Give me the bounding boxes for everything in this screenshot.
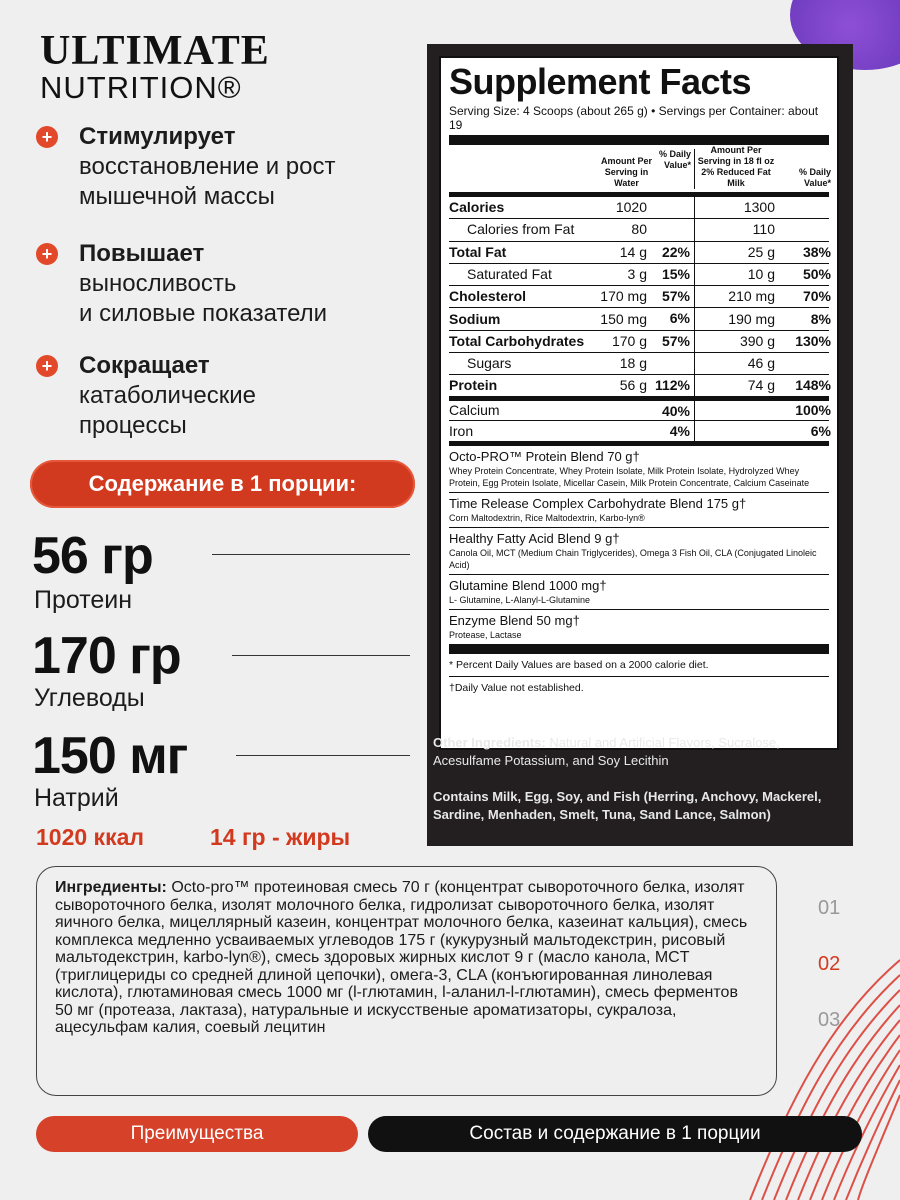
- blend-title: Time Release Complex Carbohydrate Blend 175 g†: [449, 496, 747, 512]
- blend-desc: Whey Protein Concentrate, Whey Protein Isolate, Milk Protein Isolate, Hydrolyzed Whey Protein, Egg Protein Isolate, Micellar Casein, Milk Protein Concentrate, Calcium Caseinate: [449, 466, 810, 489]
- head-dv-milk: % Daily Value*: [798, 167, 831, 188]
- stat-divider: [236, 755, 410, 756]
- facts-row: Calories 1020 1300: [449, 197, 829, 219]
- facts-note: * Percent Daily Values are based on a 2000 calorie diet.: [449, 654, 829, 677]
- benefit-title: Стимулирует: [79, 123, 236, 150]
- stat-value-protein: 56 гр: [32, 527, 153, 585]
- plus-icon: +: [36, 243, 58, 265]
- fat-value: 14 гр - жиры: [210, 824, 351, 850]
- facts-header: [449, 145, 829, 197]
- facts-row: Sodium 150 mg 6% 190 mg 8%: [449, 308, 829, 330]
- blend-desc: L- Glutamine, L-Alanyl-L-Glutamine: [449, 595, 591, 606]
- portion-heading: Содержание в 1 порции:: [30, 460, 415, 508]
- blend-title: Healthy Fatty Acid Blend 9 g†: [449, 531, 620, 547]
- stat-label-protein: Протеин: [34, 586, 133, 614]
- blend-desc: Corn Maltodextrin, Rice Maltodextrin, Karbo-lyn®: [449, 513, 645, 524]
- benefit-text: выносливость: [79, 270, 237, 297]
- benefit-text: восстановление и рост: [79, 153, 336, 180]
- stat-value-sodium: 150 мг: [32, 727, 188, 785]
- facts-row: Calcium 40% 100%: [449, 402, 831, 420]
- blend-section: [449, 610, 829, 654]
- page-indicator-03[interactable]: 03: [818, 1009, 841, 1031]
- blend-desc: Canola Oil, MCT (Medium Chain Triglycerides), Omega 3 Fish Oil, CLA (Conjugated Linoleic Acid): [449, 548, 817, 571]
- calories-value: 1020 ккал: [36, 824, 144, 850]
- stat-label-carbs: Углеводы: [34, 684, 145, 712]
- facts-title: Supplement Facts: [449, 61, 752, 102]
- plus-icon: +: [36, 126, 58, 148]
- blend-title: Octo-PRO™ Protein Blend 70 g†: [449, 449, 640, 465]
- plus-icon: +: [36, 355, 58, 377]
- benefit-item: [36, 122, 426, 212]
- head-amount-milk: Amount Per Serving in 18 fl oz 2% Reduced Fat Milk: [697, 145, 775, 188]
- brand-logo: [40, 30, 270, 103]
- benefit-item: [36, 351, 426, 441]
- blend-title: Glutamine Blend 1000 mg†: [449, 578, 607, 594]
- facts-row: Sugars 18 g 46 g: [449, 353, 829, 375]
- benefit-title: Повышает: [79, 240, 205, 267]
- facts-row: Cholesterol 170 mg 57% 210 mg 70%: [449, 286, 829, 308]
- benefit-text: и силовые показатели: [79, 300, 328, 327]
- supplement-facts-label: [439, 56, 839, 750]
- blend-section: [449, 528, 829, 575]
- benefit-title: Сокращает: [79, 352, 210, 379]
- page-indicator-01[interactable]: 01: [818, 897, 841, 919]
- allergen-text: Contains Milk, Egg, Soy, and Fish (Herring, Anchovy, Mackerel, Sardine, Menhaden, Smelt, Tuna, Sand Lance, Salmon): [433, 789, 822, 822]
- blend-section: [449, 575, 829, 610]
- other-text: Natural and Artificial Flavors, Sucralose, Acesulfame Potassium, and Soy Lecithin: [433, 735, 780, 768]
- ingredients-text: Octo-pro™ протеиновая смесь 70 г (концентрат сывороточного белка, изолят сывороточного белка, изолят молочного белка, гидролизат сывороточного белка, изолят яичного белка, мицеллярный казеин, концентрат молочного белка, казеинат кальция), смесь комплекса медленно усваиваемых углеводов 175 г (кукурузный мальтодекстрин, рисовый мальтодекстрин, karbo-lyn®), смесь здоровых жирных кислот 9 г (масло канола, MCT (триглицериды со средней длиной цепочки), омега-3, CLA (конъюгированная линолевая кислота), глютаминовая смесь 1000 мг (l-глютамин, l-аланил-l-глютамин), смесь ферментов 50 мг (протеаза, лактаза), натуральные и искусственые ароматизаторы, сукралоза, ацесульфам калия, соевый лецитин: [55, 879, 748, 1036]
- facts-serving: Serving Size: 4 Scoops (about 265 g) • Servings per Container: about 19: [449, 102, 829, 145]
- ingredients-label: Ингредиенты:: [55, 879, 167, 896]
- head-amount-water: Amount Per Serving in Water: [600, 156, 652, 188]
- other-label: Other Ingredients:: [433, 735, 546, 750]
- benefit-text: мышечной массы: [79, 183, 275, 210]
- facts-note: †Daily Value not established.: [449, 682, 584, 695]
- facts-row: Saturated Fat 3 g 15% 10 g 50%: [449, 264, 829, 286]
- brand-line2: NUTRITION®: [40, 70, 242, 105]
- benefit-item: [36, 239, 426, 329]
- facts-row: Total Fat 14 g 22% 25 g 38%: [449, 242, 829, 264]
- blend-section: [449, 493, 829, 528]
- facts-row: Iron 4% 6%: [449, 422, 831, 440]
- blend-section: [449, 441, 829, 493]
- stat-divider: [212, 554, 410, 555]
- supplement-facts-panel: [427, 44, 853, 846]
- benefits-tab-button[interactable]: Преимущества: [36, 1116, 358, 1152]
- stat-divider: [232, 655, 410, 656]
- composition-tab-button[interactable]: Состав и содержание в 1 порции: [368, 1116, 862, 1152]
- stat-label-sodium: Натрий: [34, 784, 119, 812]
- stat-value-carbs: 170 гр: [32, 627, 181, 685]
- benefit-text: процессы: [79, 412, 187, 439]
- page-indicator-02[interactable]: 02: [818, 953, 841, 975]
- other-ingredients: [433, 734, 847, 824]
- facts-row: Calories from Fat 80 110: [449, 219, 829, 241]
- blend-title: Enzyme Blend 50 mg†: [449, 613, 580, 629]
- facts-row: Total Carbohydrates 170 g 57% 390 g 130%: [449, 331, 829, 353]
- brand-line1: ULTIMATE: [40, 28, 270, 74]
- facts-row: Protein 56 g 112% 74 g 148%: [449, 375, 829, 401]
- blend-desc: Protease, Lactase: [449, 630, 522, 641]
- head-dv-water: % Daily Value*: [654, 149, 695, 189]
- benefit-text: катаболические: [79, 382, 256, 409]
- ingredients-box: [36, 866, 777, 1096]
